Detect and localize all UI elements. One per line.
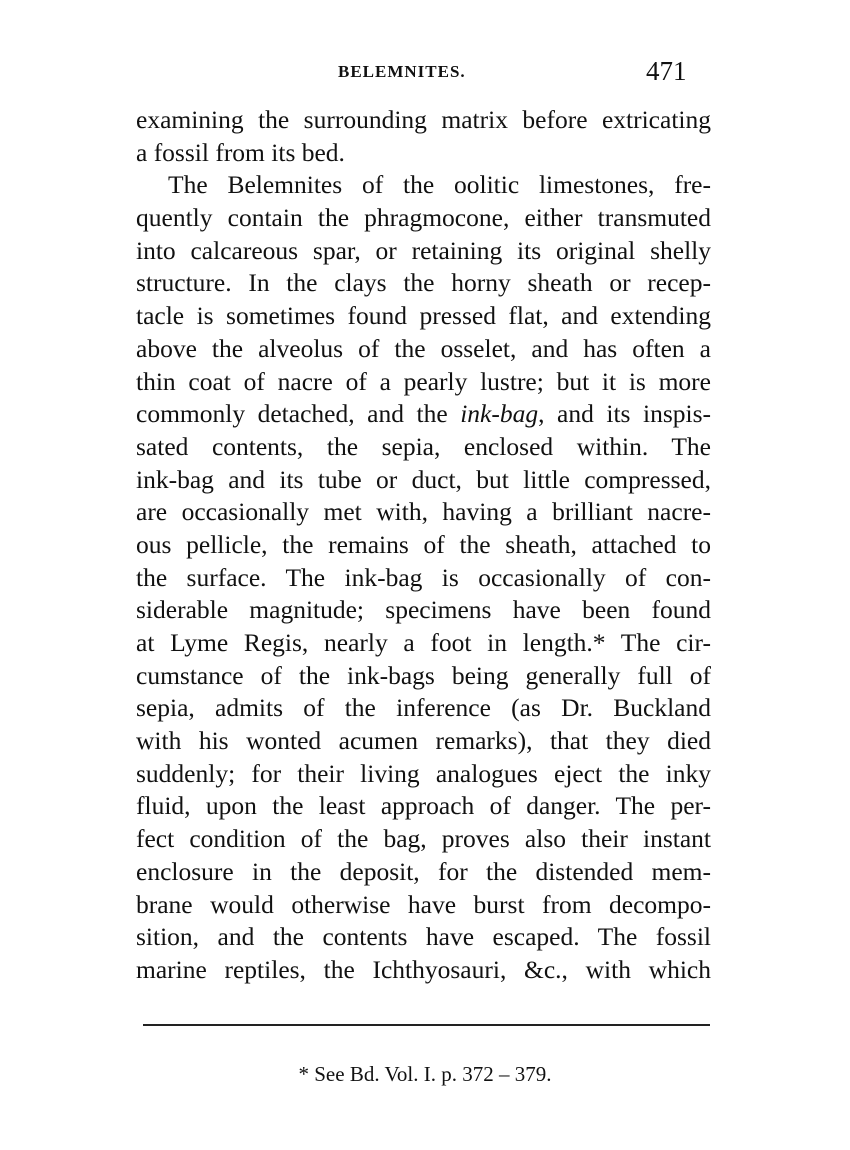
text-line: the surface. The ink-bag is occasionally of con- [136, 562, 711, 592]
text-line: siderable magnitude; specimens have been found [136, 595, 711, 625]
running-head: BELEMNITES. [338, 62, 466, 81]
text-line: above the alveolus of the osselet, and has often a [136, 333, 711, 363]
paragraph-start-line: The Belemnites of the oolitic limestones, fre- [168, 170, 711, 200]
text-run: , and its inspis- [538, 399, 712, 429]
text-line: a fossil from its bed. [136, 137, 345, 167]
text-line: fect condition of the bag, proves also their instant [136, 824, 711, 854]
text-line: suddenly; for their living analogues eject the inky [136, 758, 711, 788]
text-line: thin coat of nacre of a pearly lustre; but it is more [136, 366, 711, 396]
text-line: at Lyme Regis, nearly a foot in length.* The cir- [136, 628, 711, 657]
text-line: structure. In the clays the horny sheath or recep- [136, 268, 711, 298]
text-line: examining the surrounding matrix before extricating [136, 105, 711, 134]
text-line: enclosure in the deposit, for the distended mem- [136, 856, 711, 886]
footnote-divider [143, 1024, 710, 1026]
text-line: brane would otherwise have burst from decompo- [136, 889, 711, 919]
text-line: with his wonted acumen remarks), that they died [136, 726, 711, 756]
text-line: sition, and the contents have escaped. The fossil [136, 922, 711, 952]
text-line: ous pellicle, the remains of the sheath, attached to [136, 529, 711, 559]
text-line: fluid, upon the least approach of danger. The per- [136, 791, 711, 821]
text-line: quently contain the phragmocone, either transmuted [136, 203, 711, 233]
page-header [0, 56, 850, 92]
text-line: sepia, admits of the inference (as Dr. Buckland [136, 693, 711, 723]
footnote: * See Bd. Vol. I. p. 372 – 379. [298, 1062, 552, 1086]
text-line-with-italic [136, 398, 711, 431]
text-line: are occasionally met with, having a brilliant nacre- [136, 497, 711, 527]
body-text [136, 104, 711, 987]
text-line: into calcareous spar, or retaining its original shelly [136, 235, 711, 265]
text-line: marine reptiles, the Ichthyosauri, &c., with which [136, 954, 711, 984]
text-run: commonly detached, and the [136, 399, 448, 429]
italic-term-ink-bag: ink-bag [460, 399, 539, 429]
text-line: ink-bag and its tube or duct, but little compressed, [136, 464, 711, 494]
text-line: sated contents, the sepia, enclosed within. The [136, 431, 711, 461]
text-line: tacle is sometimes found pressed flat, and extending [136, 301, 711, 331]
page-number: 471 [646, 56, 687, 86]
text-line: cumstance of the ink-bags being generally full of [136, 660, 711, 690]
